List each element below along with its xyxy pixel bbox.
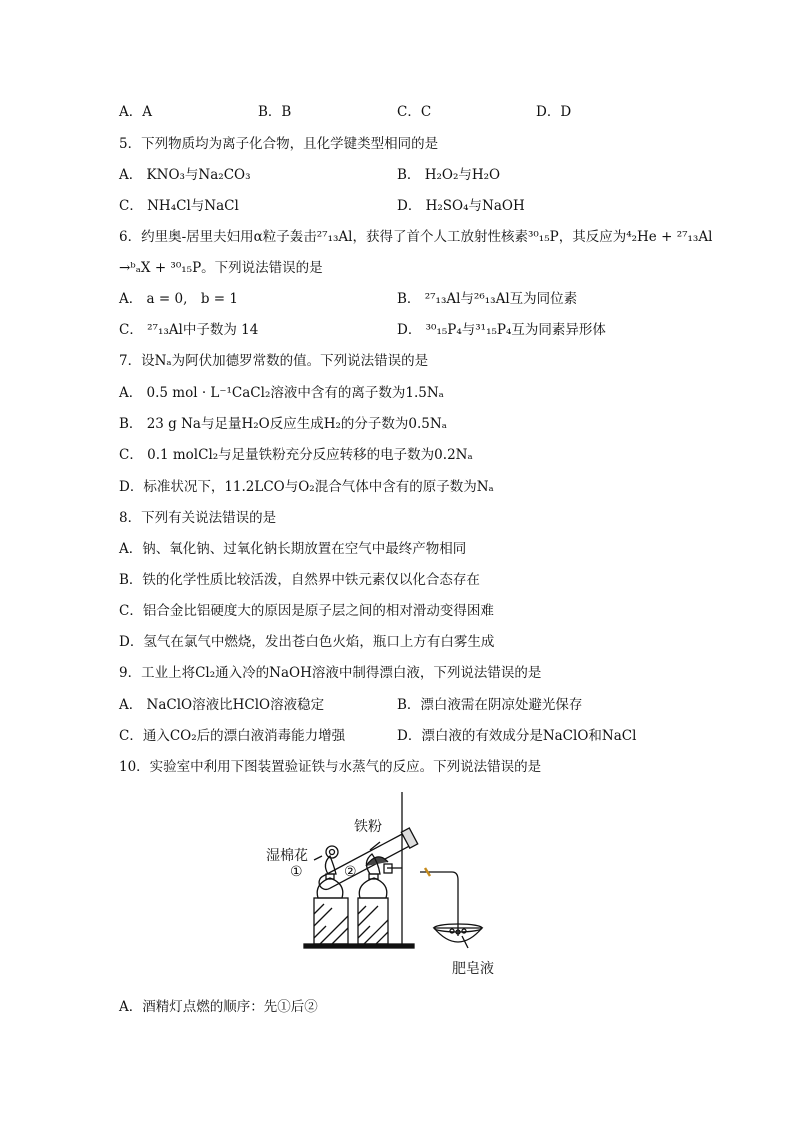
q7-option-a: A． 0.5 mol · L⁻¹CaCl₂溶液中含有的离子数为1.5Nₐ: [119, 385, 444, 401]
q6-stem-line2: →ᵇₐX + ³⁰₁₅P。下列说法错误的是: [119, 260, 323, 276]
label-lamp-1: ①: [290, 864, 303, 880]
q8-option-b: B．铁的化学性质比较活泼，自然界中铁元素仅以化合态存在: [119, 572, 480, 588]
lamp1-flame: [325, 856, 336, 874]
q4-option-c: C．C: [397, 104, 432, 120]
q9-option-b: B．漂白液需在阴凉处避光保存: [397, 697, 583, 713]
q7-option-d: D．标准状况下，11.2LCO与O₂混合气体中含有的原子数为Nₐ: [119, 479, 494, 495]
q6-option-d: D． ³⁰₁₅P₄与³¹₁₅P₄互为同素异形体: [397, 322, 606, 338]
q8-stem: 8．下列有关说法错误的是: [119, 510, 277, 526]
q6-option-b: B． ²⁷₁₃Al与²⁶₁₃Al互为同位素: [397, 291, 578, 307]
delivery-tube: [420, 872, 458, 936]
iron-steam-apparatus-diagram: [262, 788, 532, 980]
alcohol-lamp-2: [359, 878, 387, 898]
q4-option-b: B．B: [258, 104, 292, 120]
q5-stem: 5．下列物质均为离子化合物，且化学键类型相同的是: [119, 136, 439, 152]
q10-stem: 10．实验室中利用下图装置验证铁与水蒸气的反应。下列说法错误的是: [119, 759, 542, 775]
q6-option-a: A． a = 0, b = 1: [119, 291, 238, 307]
label-iron-powder: 铁粉: [354, 819, 382, 835]
label-wet-cotton: 湿棉花: [266, 848, 308, 864]
q5-option-b: B． H₂O₂与H₂O: [397, 167, 501, 183]
q7-stem: 7．设Nₐ为阿伏加德罗常数的值。下列说法错误的是: [119, 353, 429, 369]
apparatus-drawing: [262, 788, 532, 980]
q8-option-d: D．氢气在氯气中燃烧，发出苍白色火焰，瓶口上方有白雾生成: [119, 634, 495, 650]
q9-stem: 9．工业上将Cl₂通入冷的NaOH溶液中制得漂白液，下列说法错误的是: [119, 665, 542, 681]
label-lamp-2: ②: [344, 864, 357, 880]
q5-option-d: D． H₂SO₄与NaOH: [397, 198, 525, 214]
q7-option-c: C． 0.1 molCl₂与足量铁粉充分反应转移的电子数为0.2Nₐ: [119, 447, 473, 463]
q7-option-b: B． 23 g Na与足量H₂O反应生成H₂的分子数为0.5Nₐ: [119, 416, 447, 432]
q8-option-a: A．钠、氧化钠、过氧化钠长期放置在空气中最终产物相同: [119, 541, 467, 557]
q8-option-c: C．铝合金比铝硬度大的原因是原子层之间的相对滑动变得困难: [119, 603, 494, 619]
q10-option-a: A．酒精灯点燃的顺序：先①后②: [119, 999, 318, 1015]
q5-option-a: A． KNO₃与Na₂CO₃: [119, 167, 251, 183]
q9-option-c: C．通入CO₂后的漂白液消毒能力增强: [119, 728, 346, 744]
label-soap-solution: 肥皂液: [452, 961, 494, 977]
q9-option-d: D．漂白液的有效成分是NaClO和NaCl: [397, 728, 637, 744]
wet-cotton: [326, 846, 338, 858]
q5-option-c: C． NH₄Cl与NaCl: [119, 198, 239, 214]
q9-option-a: A． NaClO溶液比HClO溶液稳定: [119, 697, 325, 713]
q6-stem-line1: 6．约里奥-居里夫妇用α粒子轰击²⁷₁₃Al，获得了首个人工放射性核素³⁰₁₅P，其反应为⁴₂He + ²⁷₁₃Al: [119, 229, 713, 245]
q4-option-a: A．A: [119, 104, 152, 120]
q4-option-d: D．D: [536, 104, 572, 120]
q6-option-c: C． ²⁷₁₃Al中子数为 14: [119, 322, 259, 338]
